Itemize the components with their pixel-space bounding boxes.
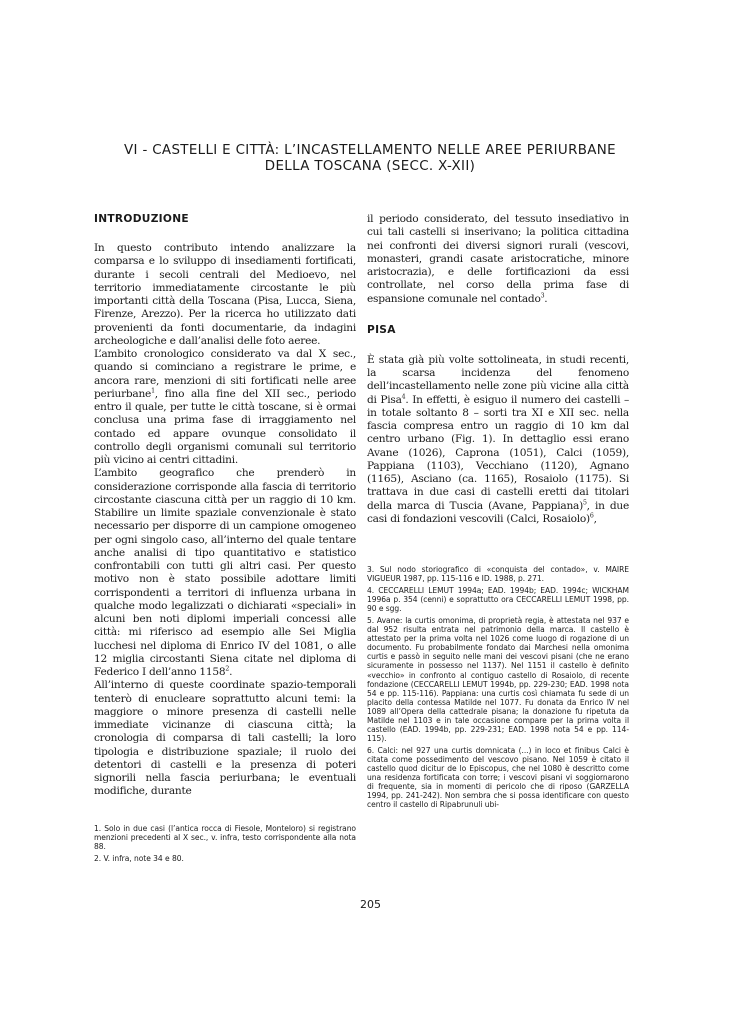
intro-continued-text-b: . bbox=[544, 292, 548, 305]
chapter-title-line-1: VI - CASTELLI E CITTÀ: L’INCASTELLAMENTO NELLE AREE PERIURBANE bbox=[124, 143, 616, 158]
intro-paragraph-4: All’interno di queste coordinate spazio-temporali tenterò di enucleare soprattutto alcuni temi: la maggiore o minore presenza di castelli nelle immediate vicinanze di ciascuna città; la cronologia di comparsa di tali castelli; la loro tipologia e distribuzione spaziale; il ruolo dei detentori di castelli e la presenza di poteri signorili nella fascia periurbana; le eventuali modifiche, durante bbox=[94, 679, 356, 798]
footnotes-left bbox=[94, 824, 356, 866]
footnote-2: 2. V. infra, note 34 e 80. bbox=[94, 854, 184, 864]
footnote-5: 5. Avane: la curtis omonima, di proprietà regia, è attestata nel 937 e dal 952 risulta entrata nel patrimonio della marca. Il castello è attestato per la prima volta nel 1026 come luogo di rogazione di un documento. Fu probabilmente fondato dai Marchesi nella omonima curtis e passò in seguito nelle mani dei vescovi pisani (che ne erano sicuramente in possesso nel 1137). Nel 1151 il castello è definito «vecchio» in confronto al contiguo castello di Rosaiolo, di recente fondazione (CECCARELLI LEMUT 1994b, pp. 229-230; EAD. 1998 nota 54 e pp. 115-116). Pappiana: una curtis così chiamata fu sede di un placito della contessa Matilde nel 1077. Fu donata da Enrico IV nel 1089 all’Opera della cattedrale pisana; la donazione fu ripetuta da Matilde nel 1103 e in tale occasione compare per la prima volta il castello (EAD. 1994b, pp. 229-231; EAD. 1998 nota 54 e pp. 114-115). bbox=[367, 616, 629, 743]
chapter-title-line-2: DELLA TOSCANA (SECC. X-XII) bbox=[264, 159, 476, 174]
intro-paragraph-continued bbox=[367, 213, 629, 306]
footnote-1: 1. Solo in due casi (l’antica rocca di Fiesole, Monteloro) si registrano menzioni precedenti al X sec., v. infra, testo corrispondente alla nota 88. bbox=[94, 824, 356, 852]
intro-paragraph-3-text-a: L’ambito geografico che prenderò in considerazione corrisponde alla fascia di territorio circostante ciascuna città per un raggio di 10 km. Stabilire un limite spaziale convenzionale è stato necessario per disporre di un campione omogeneo per ogni singolo caso, all’interno del quale tentare anche analisi di tipo quantitativo e statistico confrontabili con tutti gli altri casi. Per questo motivo non è stato possibile adottare limiti corrispondenti a territori di influenza urbana in qualche modo legalizzati o dichiarati «speciali» in alcuni ben noti diplomi imperiali concessi alle città: mi riferisco ad esempio alle Sei Miglia lucchesi nel diploma di Enrico IV del 1081, o alle 12 miglia circostanti Siena citate nel diploma di Federico I dell’anno 1158 bbox=[94, 467, 356, 678]
section-heading-introduzione: INTRODUZIONE bbox=[94, 213, 189, 225]
intro-paragraph-1: In questo contributo intendo analizzare la comparsa e lo sviluppo di insediamenti fortificati, durante i secoli centrali del Medioevo, nel territorio immediatamente circostante le più importanti città della Toscana (Pisa, Lucca, Siena, Firenze, Arezzo). Per la ricerca ho utilizzato dati provenienti da fonti documentarie, da indagini archeologiche e dall’analisi delle foto aeree. bbox=[94, 242, 356, 347]
pisa-paragraph-text-a: È stata già più volte sottolineata, in studi recenti, la scarsa incidenza del fenomeno dell’incastellamento nelle zone più vicine alla città di Pisa bbox=[367, 353, 629, 406]
footnote-ref-6[interactable]: 6 bbox=[589, 512, 594, 520]
footnote-6: 6. Calci: nel 927 una curtis domnicata (...) in loco et finibus Calci è citata come possedimento del vescovo pisano. Nel 1059 è citato il castello quod dicitur de lo Episcopus, che nel 1080 è descritto come una residenza fortificata con torre; i vescovi pisani vi soggiornarono di frequente, sia in momenti di pericolo che di riposo (GARZELLA 1994, pp. 241-242). Non sembra che si possa identificare con questo centro il castello di Ripabrunuli ubi- bbox=[367, 745, 629, 810]
footnote-4: 4. CECCARELLI LEMUT 1994a; EAD. 1994b; EAD. 1994c; WICKHAM 1996a p. 354 (cenni) e soprattutto ora CECCARELLI LEMUT 1998, pp. 90 e sgg. bbox=[367, 586, 629, 614]
pisa-paragraph-text-d: , bbox=[593, 512, 597, 525]
pisa-paragraph-text-c: , in due casi di fondazioni vescovili (Calci, Rosaiolo) bbox=[367, 499, 629, 525]
intro-paragraph-2-text-a: L’ambito cronologico considerato va dal X sec., quando si cominciano a registrare le prime, e ancora rare, menzioni di siti fortificati nelle aree periurbane bbox=[94, 348, 356, 400]
intro-continued-text-a: il periodo considerato, del tessuto insediativo in cui tali castelli si inserivano; la politica cittadina nei confronti dei diversi signori rurali (vescovi, monasteri, grandi casate aristocratiche, minore aristocrazia), e delle fortificazioni da essi controllate, nel corso della prima fase di espansione comunale nel contado bbox=[367, 213, 629, 305]
footnote-ref-5[interactable]: 5 bbox=[582, 498, 587, 506]
pisa-paragraph-text-b: . In effetti, è esiguo il numero dei castelli – in totale soltanto 8 – sorti tra XI e XII sec. nella fascia compresa entro un raggio di 10 km dal centro urbano (Fig. 1). In dettaglio essi erano Avane (1026), Caprona (1051), Calci (1059), Pappiana (1103), Vecchiano (1120), Agnano (1165), Asciano (ca. 1165), Rosaiolo (1175). Si trattava in due casi di castelli eretti dai titolari della marca di Tuscia (Avane, Pappiana) bbox=[367, 393, 629, 512]
footnote-ref-1[interactable]: 1 bbox=[151, 387, 155, 395]
section-heading-pisa: PISA bbox=[367, 323, 396, 336]
footnote-ref-2[interactable]: 2 bbox=[225, 665, 230, 673]
footnote-ref-4[interactable]: 4 bbox=[401, 392, 406, 400]
intro-paragraph-2-text-b: , fino alla fine del XII sec., periodo entro il quale, per tutte le città toscane, si è ormai conclusa una prima fase di irraggiamento nel contado ed appare ovunque consolidato il controllo degli organismi comunali sul territorio più vicino ai centri cittadini. bbox=[94, 387, 356, 466]
footnote-3: 3. Sul nodo storiografico di «conquista del contado», v. MAIRE VIGUEUR 1987, pp. 115-116 e ID. 1988, p. 271. bbox=[367, 565, 629, 584]
right-column bbox=[367, 213, 629, 526]
page-number: 205 bbox=[360, 898, 381, 911]
intro-paragraph-2 bbox=[94, 348, 356, 467]
chapter-title bbox=[90, 143, 650, 175]
intro-paragraph-3 bbox=[94, 467, 356, 679]
footnotes-right bbox=[367, 565, 629, 812]
intro-paragraph-3-text-b: . bbox=[229, 666, 233, 678]
left-column bbox=[94, 213, 356, 799]
footnote-ref-3[interactable]: 3 bbox=[540, 291, 545, 299]
pisa-paragraph-1 bbox=[367, 354, 629, 526]
